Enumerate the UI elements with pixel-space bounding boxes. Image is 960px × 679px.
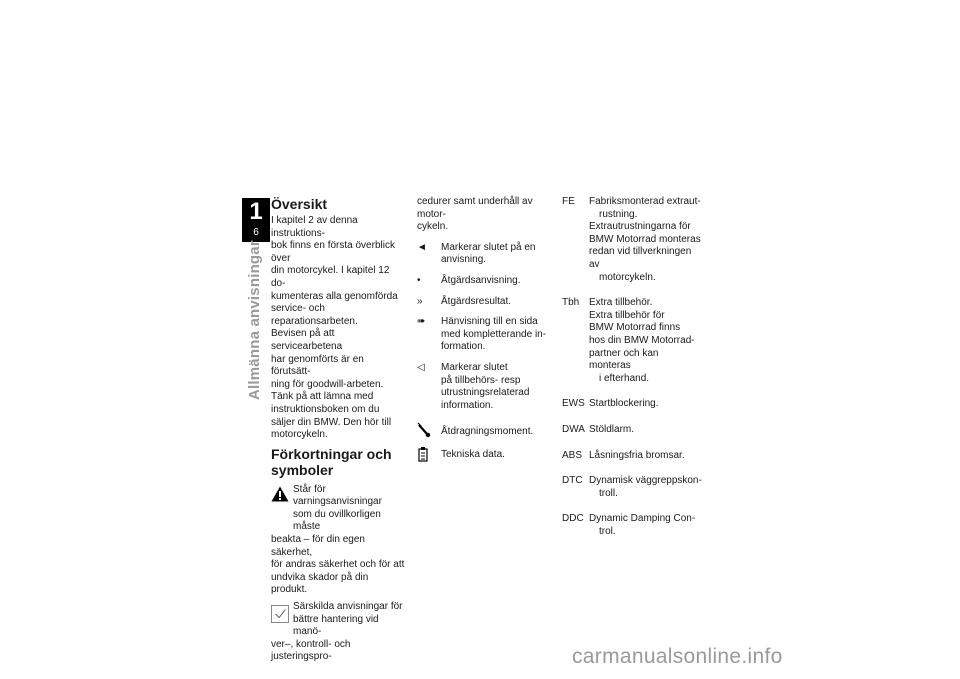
text-line: rustning.: [599, 208, 638, 220]
text-line: säljer din BMW. Den hör till: [271, 416, 392, 428]
text-line: cedurer samt underhåll av motor-: [417, 196, 533, 220]
text-line: utrustningsrelaterad: [441, 387, 530, 399]
symbol-row: [417, 296, 552, 309]
text-line: Extra tillbehör för: [589, 309, 665, 321]
abbreviation-row: [562, 424, 702, 437]
text-line: i efterhand.: [599, 372, 650, 384]
text-line: kumenteras alla genomförda: [271, 290, 398, 302]
abbreviation-row: [562, 297, 702, 385]
abbreviation-row: [562, 513, 702, 538]
text-line: I kapitel 2 av denna instruktions-: [271, 215, 358, 239]
text-line: Dynamisk väggreppskon-: [589, 475, 702, 487]
text-line: Startblockering.: [589, 398, 659, 410]
bullet-icon: •: [417, 274, 421, 286]
column-overview: [271, 196, 406, 664]
text-line: Bevisen på att servicearbetena: [271, 328, 343, 352]
abbreviation-key: DWA: [562, 423, 585, 435]
accessory-end-icon: ◁: [417, 361, 425, 373]
heading-line: Förkortningar och: [271, 445, 392, 462]
symbol-description: [417, 316, 552, 354]
symbol-description: [417, 242, 552, 267]
text-line: Åtgärdsresultat.: [441, 295, 512, 307]
abbreviation-row: [562, 450, 702, 463]
text-line: hos din BMW Motorrad-: [589, 334, 695, 346]
symbol-row: [417, 275, 552, 288]
text-line: BMW Motorrad monteras: [589, 233, 701, 245]
abbreviation-description: [562, 475, 702, 500]
symbol-description: [417, 296, 552, 309]
abbreviation-description: [562, 297, 702, 385]
abbreviation-key: DDC: [562, 513, 584, 525]
symbol-row: [417, 362, 552, 412]
column-abbreviations: [562, 196, 702, 551]
abbreviation-key: ABS: [562, 449, 583, 461]
text-line: cykeln.: [417, 221, 449, 233]
symbol-row: [417, 449, 552, 462]
text-line: ning för goodwill-arbeten.: [271, 378, 384, 390]
text-line: beakta – för din egen säkerhet,: [271, 534, 365, 558]
text-line: Särskilda anvisningar för: [293, 601, 403, 613]
abbreviation-key: Tbh: [562, 297, 580, 309]
column-symbols: [417, 196, 552, 462]
symbol-description: [417, 449, 552, 462]
abbreviation-description: [562, 450, 702, 463]
abbreviation-row: [562, 398, 702, 411]
warning-block: [271, 484, 406, 597]
result-icon: »: [417, 295, 423, 307]
text-line: din motorcykel. I kapitel 12 do-: [271, 265, 390, 289]
text-line: ver–, kontroll- och justeringspro-: [271, 638, 351, 663]
text-line: med kompletterande in-: [441, 328, 547, 340]
text-line: partner och kan monteras: [589, 347, 659, 372]
symbol-row: [417, 242, 552, 267]
text-line: Åtdragningsmoment.: [441, 426, 534, 438]
abbreviation-row: [562, 196, 702, 284]
text-line: Hänvisning till en sida: [441, 316, 538, 328]
heading-abbreviations: [271, 446, 406, 478]
text-line: troll.: [599, 487, 618, 499]
note-checkmark-icon: [271, 605, 289, 623]
heading-line: symboler: [271, 461, 334, 478]
symbol-list: [417, 242, 552, 462]
text-line: motorcykeln.: [599, 271, 656, 283]
text-line: instruktionsboken om du: [271, 403, 380, 415]
chapter-number: 1: [249, 198, 263, 225]
symbol-description: [417, 426, 552, 439]
text-line: formation.: [441, 341, 486, 353]
abbreviation-description: [562, 196, 702, 284]
text-line: Markerar slutet på en: [441, 241, 536, 253]
text-line: Låsningsfria bromsar.: [589, 449, 685, 461]
text-line: trol.: [599, 525, 616, 537]
abbreviation-key: DTC: [562, 475, 583, 487]
intro-text: [271, 215, 406, 442]
text-line: Tekniska data.: [441, 448, 505, 460]
text-line: service- och reparationsarbeten.: [271, 303, 358, 327]
continued-text: [417, 196, 552, 234]
text-line: Står för varningsanvisningar: [293, 483, 382, 508]
text-line: på tillbehörs- resp: [441, 374, 521, 386]
watermark: carmanualsonline.info: [572, 645, 783, 668]
note-block: [271, 601, 406, 664]
abbreviation-row: [562, 475, 702, 500]
technical-data-icon: [417, 447, 433, 468]
text-line: Fabriksmonterad extraut-: [589, 196, 701, 207]
text-line: Dynamic Damping Con-: [589, 513, 696, 525]
torque-wrench-icon: [417, 422, 433, 443]
page-number: 6: [253, 227, 259, 238]
text-line: för andras säkerhet och för att: [271, 559, 405, 571]
text-line: Stöldlarm.: [589, 423, 635, 435]
symbol-row: [417, 426, 552, 439]
text-line: BMW Motorrad finns: [589, 322, 681, 334]
end-marker-icon: ◄: [417, 241, 427, 253]
text-line: anvisning.: [441, 254, 487, 266]
text-line: har genomförts är en förutsätt-: [271, 353, 364, 378]
symbol-description: [417, 362, 552, 412]
text-line: Extrautrustningarna för: [589, 221, 691, 233]
text-line: information.: [441, 399, 494, 411]
text-line: bättre hantering vid manö-: [293, 613, 379, 638]
text-line: motorcykeln.: [271, 429, 328, 441]
text-line: Markerar slutet: [441, 361, 508, 373]
text-line: Tänk på att lämna med: [271, 391, 374, 403]
symbol-row: [417, 316, 552, 354]
symbol-description: [417, 275, 552, 288]
text-line: redan vid tillverkningen av: [589, 246, 692, 270]
heading-overview: Översikt: [271, 196, 328, 212]
abbreviation-key: FE: [562, 196, 575, 207]
warning-triangle-icon: [271, 486, 289, 502]
arrow-icon: ➠: [417, 316, 426, 328]
abbreviation-list: [562, 196, 702, 538]
text-line: bok finns en första överblick över: [271, 240, 395, 264]
text-line: undvika skador på din produkt.: [271, 571, 369, 596]
text-line: Extra tillbehör.: [589, 297, 653, 309]
text-line: som du ovillkorligen måste: [293, 508, 381, 533]
text-line: Åtgärdsanvisning.: [441, 274, 521, 286]
chapter-title: Allmänna anvisningar: [246, 240, 263, 400]
abbreviation-key: EWS: [562, 398, 585, 410]
